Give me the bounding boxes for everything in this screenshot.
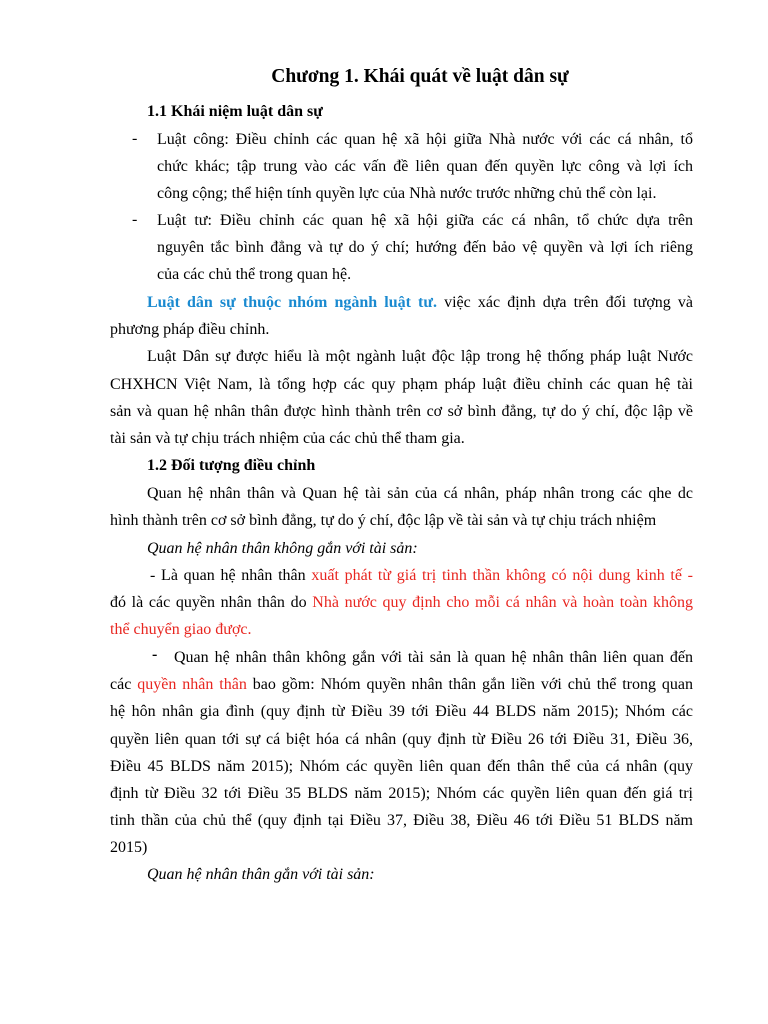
bullet-2-line: của các chủ thể trong quan hệ. [157, 266, 352, 283]
bullet-1-line: chức khác; tập trung vào các vấn đề liên quan đến quyền lực công và lợi ích [157, 158, 693, 175]
bullet-dash: - [152, 646, 158, 663]
definition-line: CHXHCN Việt Nam, là tổng hợp các quy phạm pháp luật điều chỉnh các quan hệ tài [110, 376, 693, 393]
object-line: hình thành trên cơ sở bình đẳng, tự do ý chí, độc lập về tài sản và tự chịu trách nhiệm [110, 512, 657, 529]
subheading-no-property: Quan hệ nhân thân không gắn với tài sản: [147, 540, 418, 557]
highlight-text: Luật dân sự thuộc nhóm ngành luật tư. [147, 294, 437, 311]
dash-line-2 [110, 593, 693, 613]
rights-line: hệ hôn nhân gia đình (quy định từ Điều 39 tới Điều 44 BLDS năm 2015); Nhóm các [110, 703, 693, 720]
definition-line: Luật Dân sự được hiểu là một ngành luật độc lập trong hệ thống pháp luật Nước [147, 348, 693, 365]
rights-line: Điều 45 BLDS năm 2015); Nhóm các quyền liên quan đến thân thể của cá nhân (quy [110, 758, 693, 775]
highlight-rest: việc xác định dựa trên đối tượng và [437, 294, 694, 311]
rights-line: định từ Điều 32 tới Điều 35 BLDS năm 2015); Nhóm các quyền liên quan đến giá trị [110, 785, 693, 802]
highlight-line-2: phương pháp điều chỉnh. [110, 321, 270, 338]
bullet-dash: - [132, 211, 138, 228]
red-text: Nhà nước quy định cho mỗi cá nhân và hoàn toàn không [312, 594, 693, 611]
rights-line: Quan hệ nhân thân không gắn với tài sản là quan hệ nhân thân liên quan đến [174, 649, 693, 666]
subheading-with-property: Quan hệ nhân thân gắn với tài sản: [147, 866, 375, 883]
definition-line: sản và quan hệ nhân thân được hình thành trên cơ sở bình đẳng, tự do ý chí, độc lập về [110, 403, 693, 420]
bullet-2-line: Luật tư: Điều chỉnh các quan hệ xã hội giữa các cá nhân, tổ chức dựa trên [157, 212, 693, 229]
red-text: quyền nhân thân [137, 676, 247, 693]
rights-text: bao gồm: Nhóm quyền nhân thân gắn liền với chủ thể trong quan [246, 676, 694, 693]
section-heading-1-2: 1.2 Đối tượng điều chỉnh [147, 457, 316, 474]
bullet-1-line: Luật công: Điều chỉnh các quan hệ xã hội giữa Nhà nước với các cá nhân, tổ [157, 131, 693, 148]
dash-text: - Là quan hệ nhân thân [150, 567, 312, 584]
bullet-2-line: nguyên tắc bình đẳng và tự do ý chí; hướng đến bảo vệ quyền và lợi ích riêng [157, 239, 693, 256]
section-heading-1-1: 1.1 Khái niệm luật dân sự [147, 103, 323, 120]
rights-line [110, 675, 693, 695]
dash-line-3: thể chuyển giao được. [110, 621, 252, 638]
bullet-1-line: công cộng; thể hiện tính quyền lực của Nhà nước trước những chủ thể còn lại. [157, 185, 657, 202]
dash-line-1 [150, 566, 693, 586]
rights-line: tinh thần của chủ thể (quy định tại Điều 37, Điều 38, Điều 46 tới Điều 51 BLDS năm [110, 812, 693, 829]
bullet-dash: - [132, 130, 138, 147]
rights-text: các [110, 676, 138, 693]
rights-line: quyền liên quan tới sự cá biệt hóa cá nhân (quy định từ Điều 26 tới Điều 31, Điều 36, [110, 731, 693, 748]
dash-text: đó là các quyền nhân thân do [110, 594, 313, 611]
rights-line: 2015) [110, 839, 148, 856]
object-line: Quan hệ nhân thân và Quan hệ tài sản của cá nhân, pháp nhân trong các qhe dc [147, 485, 693, 502]
chapter-title: Chương 1. Khái quát về luật dân sự [271, 66, 569, 87]
red-text: xuất phát từ giá trị tinh thần không có nội dung kinh tế - [311, 567, 693, 584]
highlight-line [147, 293, 693, 313]
definition-line: tài sản và tự chịu trách nhiệm của các chủ thể tham gia. [110, 430, 465, 447]
